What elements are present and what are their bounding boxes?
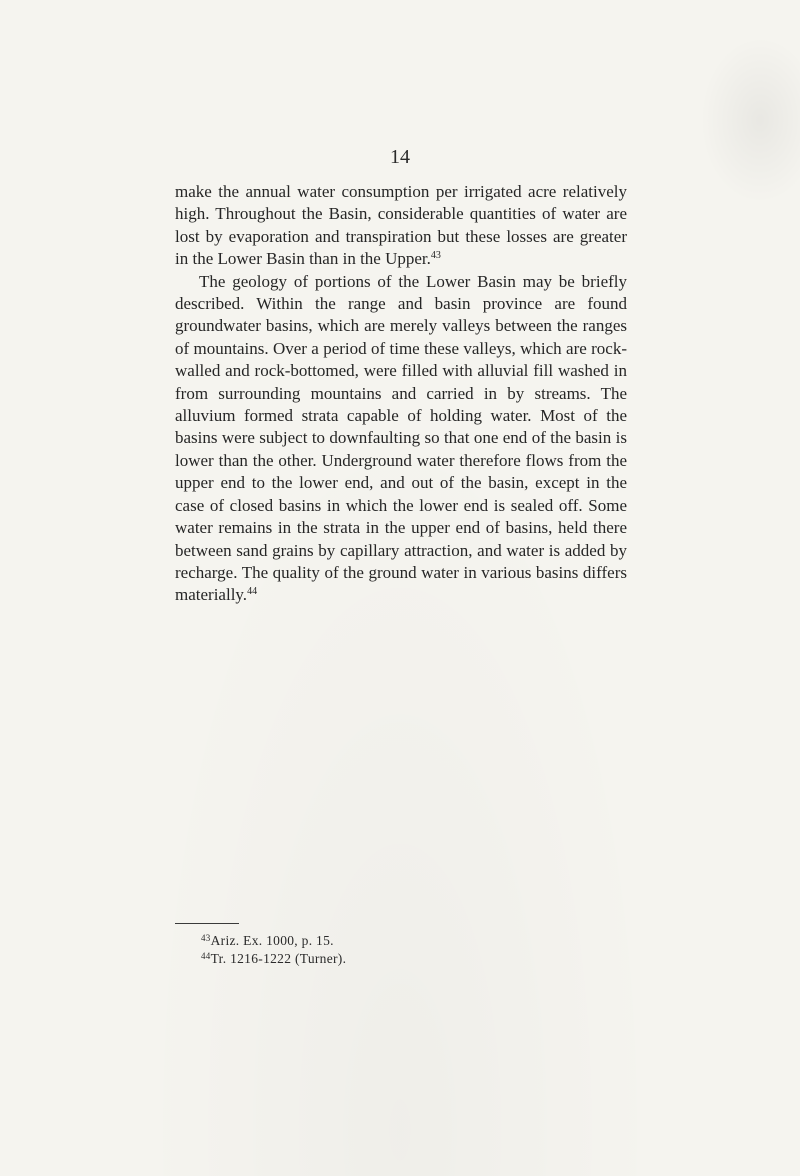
footnote-marker: 43 [201,933,211,943]
paragraph-1-text: make the annual water consumption per irrigated acre relatively high. Throughout the Basin, considerable quantities of water are lost by evaporation and transpiration but these losses are greater in the Lower Basin than in the Upper. [175,182,627,269]
paragraph-2-text: The geology of portions of the Lower Basin may be briefly described. Within the range and basin province are found groundwater basins, which are merely valleys between the ranges of mountains. Over a period of time these valleys, which are rock-walled and rock-bottomed, were filled with alluvial fill washed in from surrounding mountains and carried in by streams. The alluvium formed strata capable of holding water. Most of the basins were subject to downfaulting so that one end of the basin is lower than the other. Underground water therefore flows from the upper end to the lower end, and out of the basin, except in the case of closed basins in which the lower end is sealed off. Some water remains in the strata in the upper end of basins, held there between sand grains by capillary attraction, and water is added by recharge. The quality of the ground water in various basins differs materially. [175,271,627,605]
page-number: 14 [390,146,410,168]
footnote-ref-44: 44 [247,586,258,598]
paragraph-2 [175,271,627,607]
body-text [175,181,627,607]
footnote-text: Tr. 1216-1222 (Turner). [210,951,347,966]
footnote-44 [201,950,346,968]
footnote-marker: 44 [201,951,211,961]
footnote-text: Ariz. Ex. 1000, p. 15. [210,933,334,948]
footnote-43 [201,932,346,950]
footnotes [201,932,346,968]
paragraph-1 [175,181,627,271]
footnote-divider [175,923,239,924]
footnote-ref-43: 43 [430,250,441,262]
